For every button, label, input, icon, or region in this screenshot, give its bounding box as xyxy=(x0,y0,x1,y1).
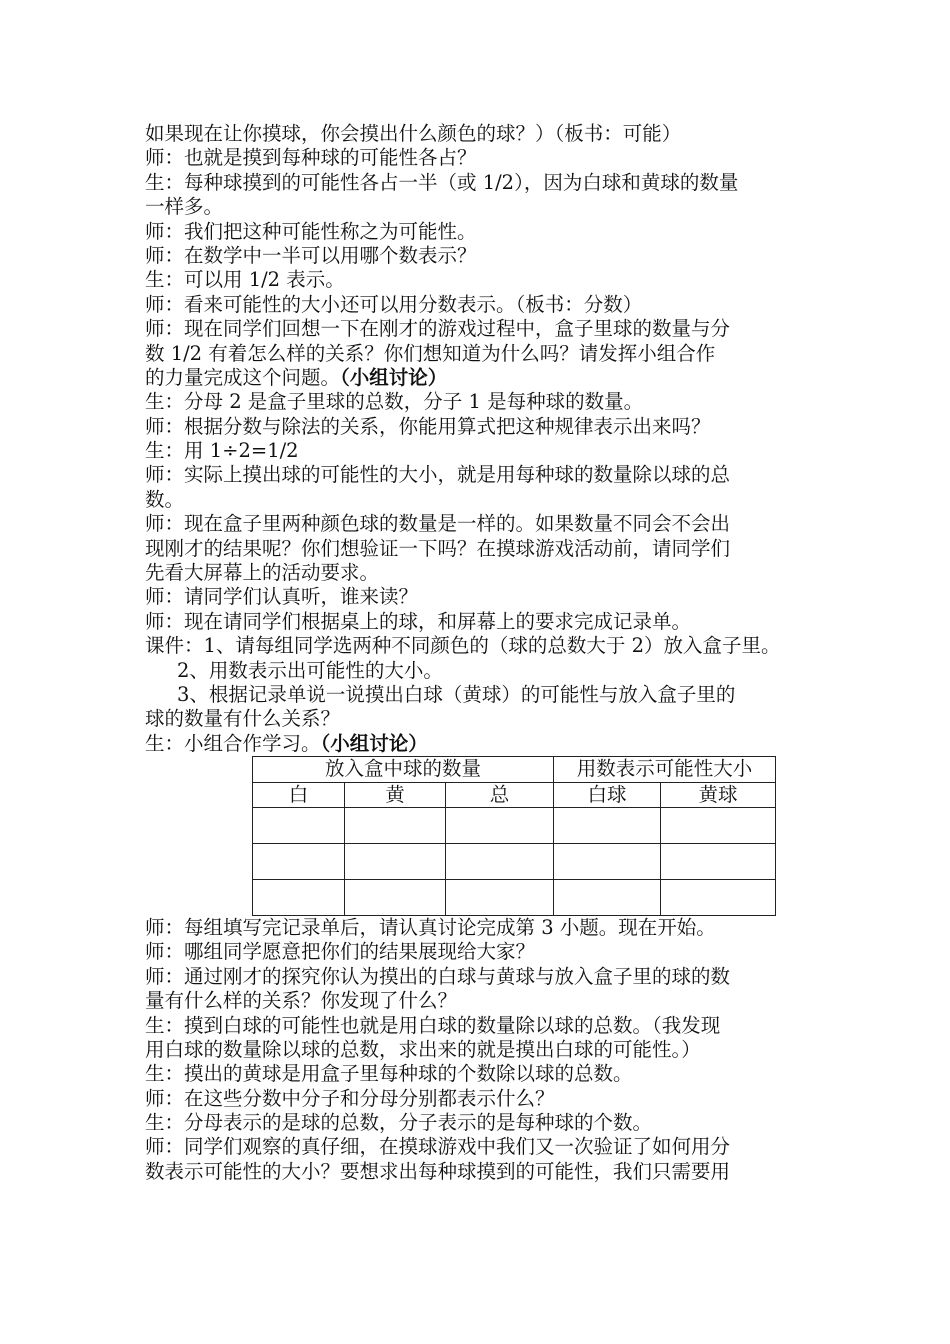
text-line: 师：在数学中一半可以用哪个数表示？ xyxy=(145,243,477,267)
text-line xyxy=(145,732,815,756)
bold-annotation: （小组讨论） xyxy=(320,731,428,755)
text-line: 师：同学们观察的真仔细，在摸球游戏中我们又一次验证了如何用分 xyxy=(145,1135,731,1159)
text-line: 师：实际上摸出球的可能性的大小，就是用每种球的数量除以球的总 xyxy=(145,463,731,487)
text-line: 用白球的数量除以球的总数，求出来的就是摸出白球的可能性。） xyxy=(145,1037,701,1061)
table-column-header: 白 xyxy=(253,782,345,807)
text-line: 数。 xyxy=(145,487,185,511)
table-cell xyxy=(554,879,661,915)
table-cell xyxy=(554,807,661,843)
text-line: 师：也就是摸到每种球的可能性各占？ xyxy=(145,146,477,170)
text-segment: 生：小组合作学习。 xyxy=(145,731,321,755)
text-line: 一样多。 xyxy=(145,195,224,219)
table-cell xyxy=(253,879,345,915)
table-cell xyxy=(661,843,776,879)
text-line: 师：请同学们认真听，谁来读？ xyxy=(145,585,419,609)
table-cell xyxy=(345,807,446,843)
text-line: 生：用 1÷2=1/2 xyxy=(145,439,299,463)
text-line xyxy=(145,366,815,390)
table-cell xyxy=(446,807,554,843)
text-line: 如果现在让你摸球，你会摸出什么颜色的球？）（板书：可能） xyxy=(145,122,682,145)
table-row xyxy=(253,807,776,843)
text-line: 师：根据分数与除法的关系，你能用算式把这种规律表示出来吗？ xyxy=(145,414,711,438)
table-column-header: 总 xyxy=(446,782,554,807)
text-line: 生：分母表示的是球的总数，分子表示的是每种球的个数。 xyxy=(145,1111,653,1135)
table-cell xyxy=(446,879,554,915)
text-line: 数表示可能性的大小？要想求出每种球摸到的可能性，我们只需要用 xyxy=(145,1159,731,1183)
table-row xyxy=(253,843,776,879)
table-group-header: 用数表示可能性大小 xyxy=(554,757,776,782)
text-line: 师：哪组同学愿意把你们的结果展现给大家？ xyxy=(145,940,536,964)
document-page xyxy=(145,122,815,1184)
table-cell xyxy=(554,843,661,879)
text-line: 生：摸到白球的可能性也就是用白球的数量除以球的总数。（我发现 xyxy=(145,1013,721,1037)
text-line: 师：每组填写完记录单后，请认真讨论完成第 3 小题。现在开始。 xyxy=(145,915,716,939)
table-column-header: 黄 xyxy=(345,782,446,807)
bold-annotation: （小组讨论） xyxy=(340,365,448,389)
text-line: 数 1/2 有着怎么样的关系？你们想知道为什么吗？请发挥小组合作 xyxy=(145,341,716,365)
table-cell xyxy=(345,879,446,915)
table-cell xyxy=(253,807,345,843)
text-line: 生：每种球摸到的可能性各占一半（或 1/2），因为白球和黄球的数量 xyxy=(145,170,739,194)
text-line: 课件：1、请每组同学选两种不同颜色的（球的总数大于 2）放入盒子里。 xyxy=(145,634,781,658)
text-line: 师：看来可能性的大小还可以用分数表示。（板书：分数） xyxy=(145,292,643,316)
text-line: 师：现在请同学们根据桌上的球，和屏幕上的要求完成记录单。 xyxy=(145,609,692,633)
table-row xyxy=(253,879,776,915)
table-cell xyxy=(661,807,776,843)
text-line: 师：现在盒子里两种颜色球的数量是一样的。如果数量不同会不会出 xyxy=(145,512,731,536)
text-segment: 的力量完成这个问题。 xyxy=(145,365,341,389)
text-line: 生：分母 2 是盒子里球的总数，分子 1 是每种球的数量。 xyxy=(145,390,644,414)
text-line: 2、用数表示出可能性的大小。 xyxy=(177,658,443,682)
record-table xyxy=(252,756,776,916)
text-line: 师：在这些分数中分子和分母分别都表示什么？ xyxy=(145,1086,555,1110)
text-line: 量有什么样的关系？你发现了什么？ xyxy=(145,989,458,1013)
table-cell xyxy=(345,843,446,879)
text-line: 生：可以用 1/2 表示。 xyxy=(145,268,345,292)
text-line: 先看大屏幕上的活动要求。 xyxy=(145,561,380,585)
text-line: 师：现在同学们回想一下在刚才的游戏过程中，盒子里球的数量与分 xyxy=(145,317,731,341)
table-cell xyxy=(661,879,776,915)
text-line: 师：我们把这种可能性称之为可能性。 xyxy=(145,219,477,243)
text-line: 生：摸出的黄球是用盒子里每种球的个数除以球的总数。 xyxy=(145,1062,633,1086)
text-line: 现刚才的结果呢？你们想验证一下吗？在摸球游戏活动前，请同学们 xyxy=(145,536,731,560)
text-line: 3、根据记录单说一说摸出白球（黄球）的可能性与放入盒子里的 xyxy=(177,682,736,706)
table-column-header: 白球 xyxy=(554,782,661,807)
text-line: 师：通过刚才的探究你认为摸出的白球与黄球与放入盒子里的球的数 xyxy=(145,964,731,988)
table-group-header: 放入盒中球的数量 xyxy=(253,757,554,782)
table-cell xyxy=(446,843,554,879)
table-cell xyxy=(253,843,345,879)
table-column-header: 黄球 xyxy=(661,782,776,807)
text-line: 球的数量有什么关系？ xyxy=(145,707,341,731)
